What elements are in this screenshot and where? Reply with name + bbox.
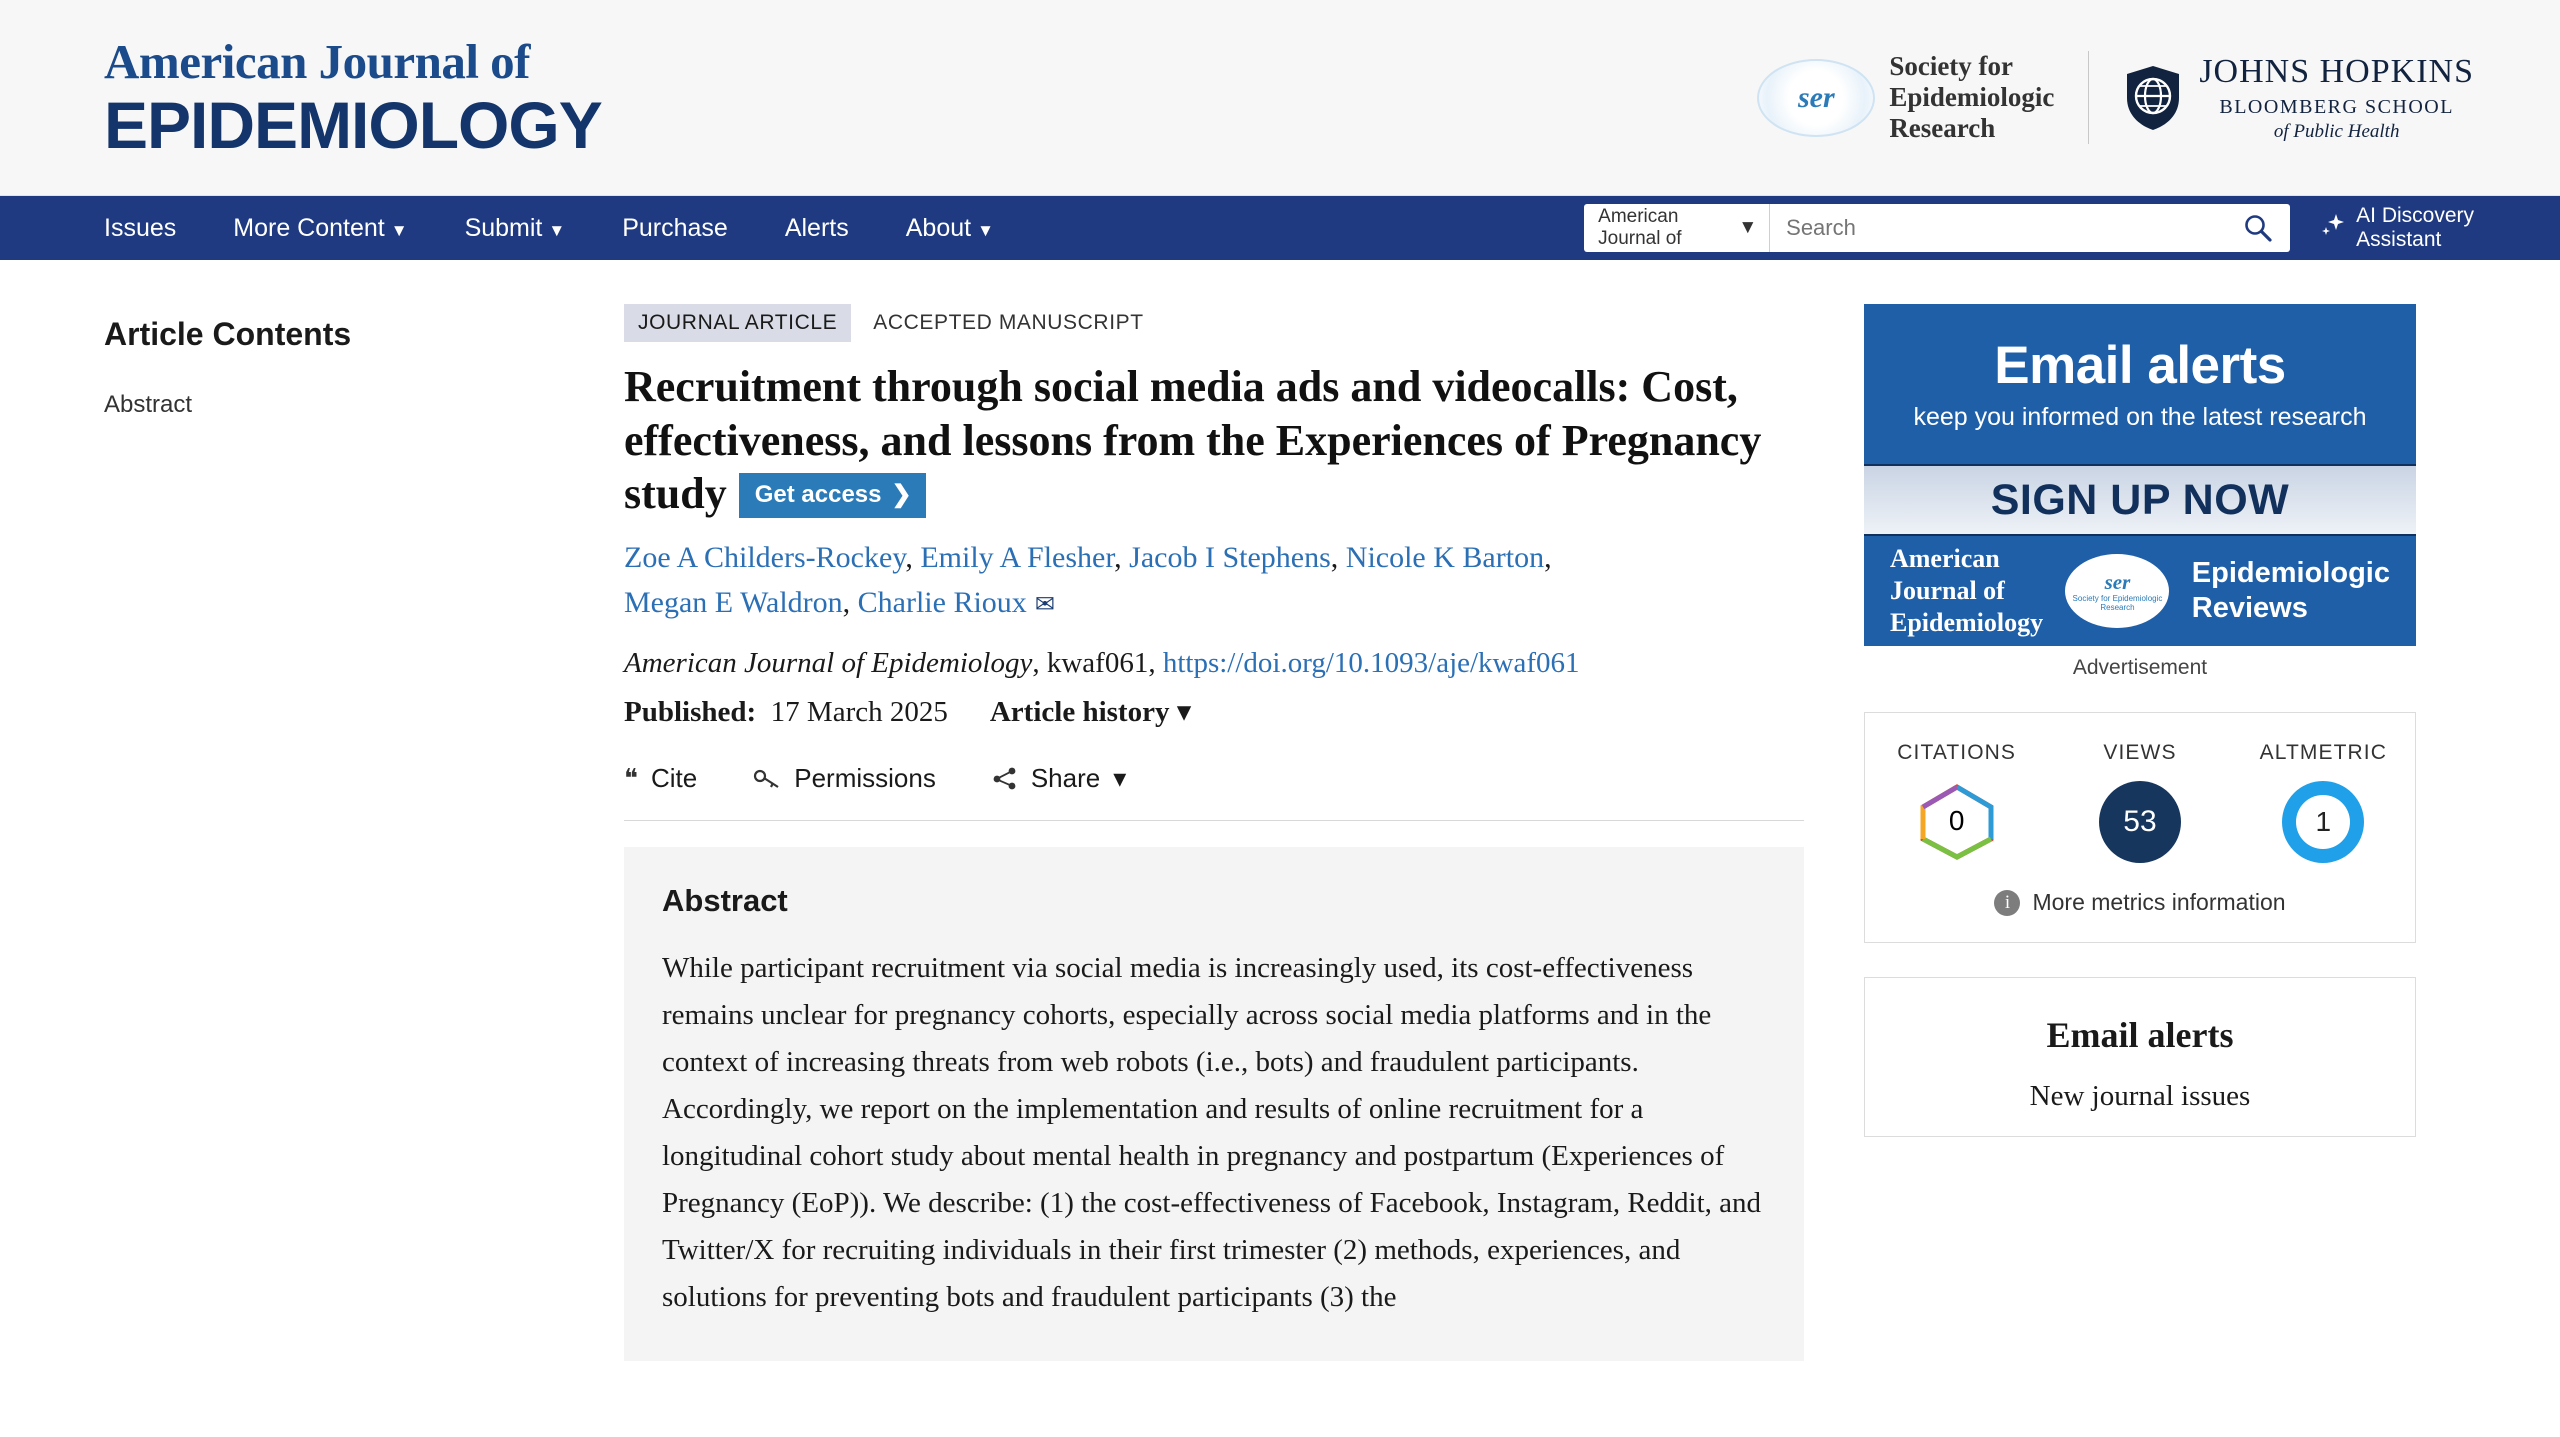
ai-discovery-assistant-button[interactable] (2320, 204, 2474, 252)
share-label: Share (1030, 763, 1101, 794)
ad-journal-left-line2: Journal of (1890, 576, 2005, 606)
primary-navigation (0, 196, 2560, 260)
ad-cta-banner[interactable] (1864, 464, 2416, 536)
ser-seal-icon (1757, 59, 1875, 137)
author-link[interactable]: Jacob I Stephens (1129, 541, 1331, 575)
johns-hopkins-text (2199, 53, 2474, 143)
author-link[interactable]: Emily A Flesher (920, 541, 1115, 575)
article-main (624, 304, 1864, 1361)
nav-item-submit[interactable] (465, 214, 598, 243)
badge-article-status: ACCEPTED MANUSCRIPT (873, 311, 1144, 334)
article-badges (624, 304, 1804, 342)
ad-journal-right (2192, 556, 2390, 627)
search-box (1770, 204, 2290, 252)
email-alerts-card (1864, 977, 2416, 1137)
chevron-down-icon: ▾ (1176, 696, 1192, 729)
chevron-right-icon: ❯ (891, 481, 912, 509)
cite-button[interactable] (624, 763, 697, 794)
key-icon (753, 767, 781, 791)
share-icon (992, 767, 1018, 791)
ad-headline-block (1864, 304, 2416, 464)
ad-headline: Email alerts (1994, 335, 2286, 395)
metric-altmetric[interactable] (2238, 741, 2408, 863)
ai-assistant-line2: Assistant (2356, 228, 2442, 251)
envelope-icon[interactable]: ✉ (1034, 592, 1055, 619)
advertisement-card[interactable] (1864, 304, 2416, 680)
search-submit-button[interactable] (2240, 212, 2276, 244)
chevron-down-icon: ▼ (390, 220, 408, 240)
ser-seal-icon (2065, 554, 2169, 628)
journal-logo-line2: EPIDEMIOLOGY (104, 88, 602, 162)
article-history-toggle[interactable] (990, 694, 1191, 729)
chevron-down-icon: ▼ (548, 220, 566, 240)
ser-line2: Epidemiologic (1889, 81, 2055, 112)
author-list: Zoe A Childers-Rockey, Emily A Flesher, Jacob I Stephens, Nicole K Barton, Megan E Waldron, Charlie Rioux ✉ (624, 541, 1552, 620)
nav-items (104, 214, 1051, 243)
ser-seal-text: ser (1797, 80, 1835, 114)
site-masthead (0, 0, 2560, 196)
search-input[interactable] (1784, 214, 2240, 242)
toc-item-abstract[interactable]: Abstract (104, 391, 193, 418)
globe-shield-icon (2123, 64, 2183, 132)
published-label: Published: (624, 696, 757, 729)
page-title (624, 360, 1804, 521)
email-alerts-title: Email alerts (2046, 1015, 2234, 1055)
email-alerts-subtitle: New journal issues (2029, 1080, 2251, 1112)
metric-views[interactable] (2055, 741, 2225, 863)
ad-cta-label: SIGN UP NOW (1990, 475, 2290, 524)
author-link[interactable]: Megan E Waldron (624, 586, 843, 620)
nav-item-issues[interactable] (104, 214, 208, 243)
ai-assistant-label (2356, 204, 2474, 252)
views-circle-icon (2099, 781, 2181, 863)
article-toolbar (624, 763, 1804, 821)
page-body (0, 260, 2560, 1361)
metrics-card (1864, 712, 2416, 943)
article-contents-panel (104, 304, 624, 1361)
publication-row (624, 694, 1804, 729)
journal-name: American Journal of Epidemiology (624, 647, 1033, 680)
journal-logo-line1: American Journal of (104, 34, 530, 89)
article-title-text: Recruitment through social media ads and videocalls: Cost, effectiveness, and lessons from the Experiences of Pregnancy study (624, 362, 1762, 519)
nav-item-label: About (905, 213, 972, 242)
chevron-down-icon: ▼ (1738, 217, 1758, 238)
metric-label: CITATIONS (1897, 741, 2017, 764)
article-contents-title: Article Contents (104, 316, 352, 352)
more-metrics-label: More metrics information (2032, 889, 2286, 915)
nav-item-label: Purchase (622, 213, 728, 242)
get-access-label: Get access (754, 481, 882, 509)
abstract-heading: Abstract (662, 883, 788, 919)
author-link[interactable]: Nicole K Barton (1345, 541, 1545, 575)
abstract-text: While participant recruitment via social media is increasingly used, its cost-effectiveness remains unclear for pregnancy cohorts, especially across social media platforms and in the context of increasing threats from web robots (i.e., bots) and fraudulent participants. Accordingly, we report on the implementation and results of online recruitment for a longitudinal cohort study about mental health in pregnancy and postpartum (Experiences of Pregnancy (EoP)). We describe: (1) the cost-effectiveness of Facebook, Instagram, Reddit, and Twitter/X for recruiting individuals in their first trimester (2) methods, experiences, and solutions for preventing bots and fraudulent participants (3) the (662, 952, 1762, 1313)
metric-citations[interactable] (1872, 741, 2042, 861)
author-link[interactable]: Charlie Rioux (857, 586, 1027, 620)
nav-item-purchase[interactable] (622, 214, 760, 243)
metrics-row (1865, 741, 2415, 863)
advertisement-label: Advertisement (2072, 656, 2208, 679)
nav-item-alerts[interactable] (785, 214, 881, 243)
ser-line1: Society for (1889, 50, 2014, 81)
ser-logo-text (1889, 51, 2054, 145)
nav-item-label: Submit (464, 213, 543, 242)
permissions-label: Permissions (794, 763, 936, 794)
nav-item-more-content[interactable] (233, 214, 439, 243)
published-group (624, 696, 948, 729)
partner-logos (1757, 51, 2474, 145)
ad-journals-block (1864, 536, 2416, 646)
article-history-label: Article history (989, 696, 1170, 729)
jhu-line2: BLOOMBERG SCHOOL (2219, 95, 2454, 118)
author-link[interactable]: Zoe A Childers-Rockey (624, 541, 906, 575)
more-metrics-link[interactable] (1865, 889, 2415, 916)
search-scope-select[interactable] (1584, 204, 1770, 252)
chevron-down-icon: ▼ (977, 220, 994, 240)
nav-item-label: Issues (104, 213, 177, 242)
doi-link[interactable]: https://doi.org/10.1093/aje/kwaf061 (1162, 647, 1580, 680)
published-date: 17 March 2025 (770, 696, 948, 729)
jhu-line1: JOHNS HOPKINS (2199, 52, 2474, 90)
metric-value: 53 (2123, 805, 2157, 838)
johns-hopkins-logo[interactable] (2089, 53, 2474, 143)
sparkle-icon (2320, 211, 2346, 245)
ai-assistant-line1: AI Discovery (2356, 203, 2474, 227)
ad-journal-right-line2: Reviews (2191, 592, 2308, 624)
citation-badge-icon (1909, 781, 2005, 861)
ad-journal-left-line3: Epidemiology (1890, 607, 2044, 637)
permissions-button[interactable] (753, 763, 936, 794)
citation-line (624, 647, 1804, 680)
ser-logo[interactable] (1757, 51, 2089, 145)
journal-logo[interactable] (104, 34, 602, 162)
metric-label: VIEWS (2103, 741, 2177, 764)
nav-item-about[interactable] (906, 214, 1026, 243)
nav-right-group (1584, 204, 2474, 252)
jhu-line3: of Public Health (2273, 120, 2400, 142)
ad-seal-subtext: Society for Epidemiologic Research (2072, 593, 2163, 612)
chevron-down-icon: ▾ (1113, 763, 1127, 794)
badge-article-type: JOURNAL ARTICLE (624, 304, 851, 342)
metric-label: ALTMETRIC (2259, 741, 2387, 764)
metric-value: 0 (1948, 805, 1965, 836)
ad-subheadline: keep you informed on the latest research (1913, 402, 2367, 431)
sidebar (1864, 304, 2424, 1361)
get-access-button[interactable] (739, 473, 926, 517)
abstract-section (624, 847, 1804, 1361)
ad-journal-left-line1: American (1890, 544, 2000, 574)
ad-seal-text: ser (2104, 569, 2131, 594)
article-id: , kwaf061, (1032, 647, 1163, 680)
ad-journal-left (1890, 543, 2043, 638)
altmetric-donut-icon (2282, 781, 2364, 863)
nav-item-label: More Content (233, 213, 385, 242)
metric-value: 1 (2296, 795, 2350, 849)
ad-journal-right-line1: Epidemiologic (2191, 556, 2390, 589)
cite-label: Cite (651, 763, 698, 794)
info-icon: i (1994, 890, 2020, 916)
share-button[interactable] (992, 763, 1126, 794)
nav-item-label: Alerts (784, 213, 849, 242)
quote-icon: ❝ (624, 763, 638, 794)
ser-line3: Research (1889, 113, 1996, 144)
search-scope-label: American Journal of (1598, 206, 1682, 249)
